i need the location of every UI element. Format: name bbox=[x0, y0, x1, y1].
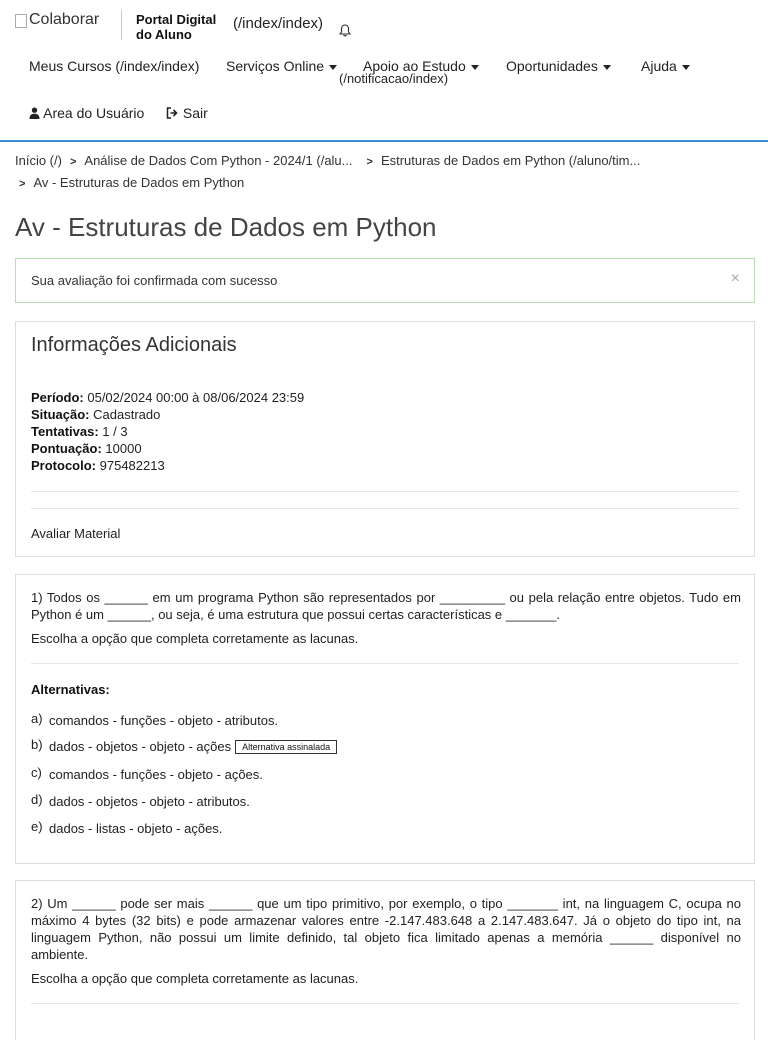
notificacao-link[interactable]: (/notificacao/index) bbox=[339, 71, 449, 86]
alternative-e: e) dados - listas - objeto - ações. bbox=[31, 819, 223, 836]
alternative-a: a) comandos - funções - objeto - atributos. bbox=[31, 711, 279, 728]
avaliar-material-link[interactable]: Avaliar Material bbox=[31, 526, 121, 541]
portal-title bbox=[136, 12, 216, 42]
alternative-d: d) dados - objetos - objeto - atributos. bbox=[31, 792, 250, 809]
divider bbox=[31, 1003, 739, 1004]
breadcrumb bbox=[15, 150, 755, 194]
caret-down-icon bbox=[329, 65, 337, 70]
site-header bbox=[0, 0, 768, 142]
success-alert bbox=[15, 258, 755, 303]
breadcrumb-inicio[interactable]: Início (/) bbox=[15, 153, 62, 168]
portal-home-link[interactable]: (/index/index) bbox=[233, 15, 324, 32]
info-title: Informações Adicionais bbox=[31, 334, 237, 356]
breadcrumb-atual: Av - Estruturas de Dados em Python bbox=[33, 175, 245, 190]
info-pontuacao: Pontuação: 10000 bbox=[31, 441, 142, 456]
divider bbox=[31, 508, 739, 509]
logo-alt-text: Colaborar bbox=[29, 11, 100, 28]
selected-alternative-badge: Alternativa assinalada bbox=[235, 740, 337, 754]
portal-title-line1: Portal Digital bbox=[136, 12, 217, 27]
chevron-right-icon: > bbox=[19, 178, 26, 190]
nav-area-usuario[interactable] bbox=[29, 105, 144, 125]
breadcrumb-unidade[interactable]: Estruturas de Dados em Python (/aluno/tim... bbox=[380, 153, 641, 168]
area-usuario-label: Area do Usuário bbox=[43, 105, 145, 121]
sair-label: Sair bbox=[182, 105, 208, 121]
nav-sair[interactable] bbox=[166, 105, 208, 125]
question-text: 2) Um ______ pode ser mais ______ que um tipo primitivo, por exemplo, o tipo _______ int, na linguagem C, ocupa no máximo 4 bytes (32 bits) e pode armazenar valores entre -2.147.483.648 a 2.147.483.647. Já o objeto do tipo int, na linguagem Python, não possui um limite definido, tal objeto fica limitado apenas a memória ______ disponível no ambiente. bbox=[31, 896, 741, 962]
alternative-c: c) comandos - funções - objeto - ações. bbox=[31, 765, 263, 782]
nav-oportunidades[interactable]: Oportunidades bbox=[506, 58, 611, 78]
alternatives-title: Alternativas: bbox=[31, 682, 110, 697]
sign-out-icon bbox=[166, 107, 179, 119]
bell-icon[interactable] bbox=[339, 24, 351, 40]
nav-servicos-online[interactable]: Serviços Online bbox=[226, 58, 337, 78]
breadcrumb-curso[interactable]: Análise de Dados Com Python - 2024/1 (/alu... bbox=[84, 153, 353, 168]
divider bbox=[31, 491, 739, 492]
alert-message: Sua avaliação foi confirmada com sucesso bbox=[31, 273, 278, 288]
close-icon[interactable]: × bbox=[730, 270, 740, 287]
chevron-right-icon: > bbox=[69, 156, 77, 168]
info-panel bbox=[15, 321, 755, 557]
user-icon bbox=[29, 107, 40, 119]
question-instruction: Escolha a opção que completa corretamente as lacunas. bbox=[31, 631, 359, 646]
alternative-b: b) dados - objetos - objeto - ações Alternativa assinalada bbox=[31, 739, 337, 755]
question-text: 1) Todos os ______ em um programa Python são representados por _________ ou pela relação entre objetos. Tudo em Python é um ______, ou seja, é uma estrutura que possui certas características e _______. bbox=[31, 590, 741, 622]
info-tentativas: Tentativas: 1 / 3 bbox=[31, 424, 128, 439]
info-list bbox=[31, 389, 304, 474]
portal-title-line2: do Aluno bbox=[136, 27, 192, 42]
info-situacao: Situação: Cadastrado bbox=[31, 407, 161, 422]
caret-down-icon bbox=[682, 65, 690, 70]
nav-meus-cursos[interactable]: Meus Cursos (/index/index) bbox=[29, 58, 200, 74]
question-panel-2 bbox=[15, 880, 755, 1040]
chevron-right-icon: > bbox=[366, 156, 373, 168]
info-periodo: Período: 05/02/2024 00:00 à 08/06/2024 23:59 bbox=[31, 390, 305, 405]
caret-down-icon bbox=[471, 65, 479, 70]
question-panel-1 bbox=[15, 574, 755, 864]
nav-apoio-estudo[interactable]: Apoio ao Estudo bbox=[363, 58, 479, 78]
page-title: Av - Estruturas de Dados em Python bbox=[15, 212, 437, 242]
question-instruction: Escolha a opção que completa corretamente as lacunas. bbox=[31, 971, 359, 986]
divider bbox=[31, 663, 739, 664]
info-protocolo: Protocolo: 975482213 bbox=[31, 458, 165, 473]
colaborar-logo[interactable] bbox=[15, 11, 99, 29]
nav-ajuda[interactable]: Ajuda bbox=[641, 58, 690, 78]
broken-image-icon bbox=[15, 14, 27, 28]
caret-down-icon bbox=[603, 65, 611, 70]
header-divider bbox=[121, 10, 122, 40]
